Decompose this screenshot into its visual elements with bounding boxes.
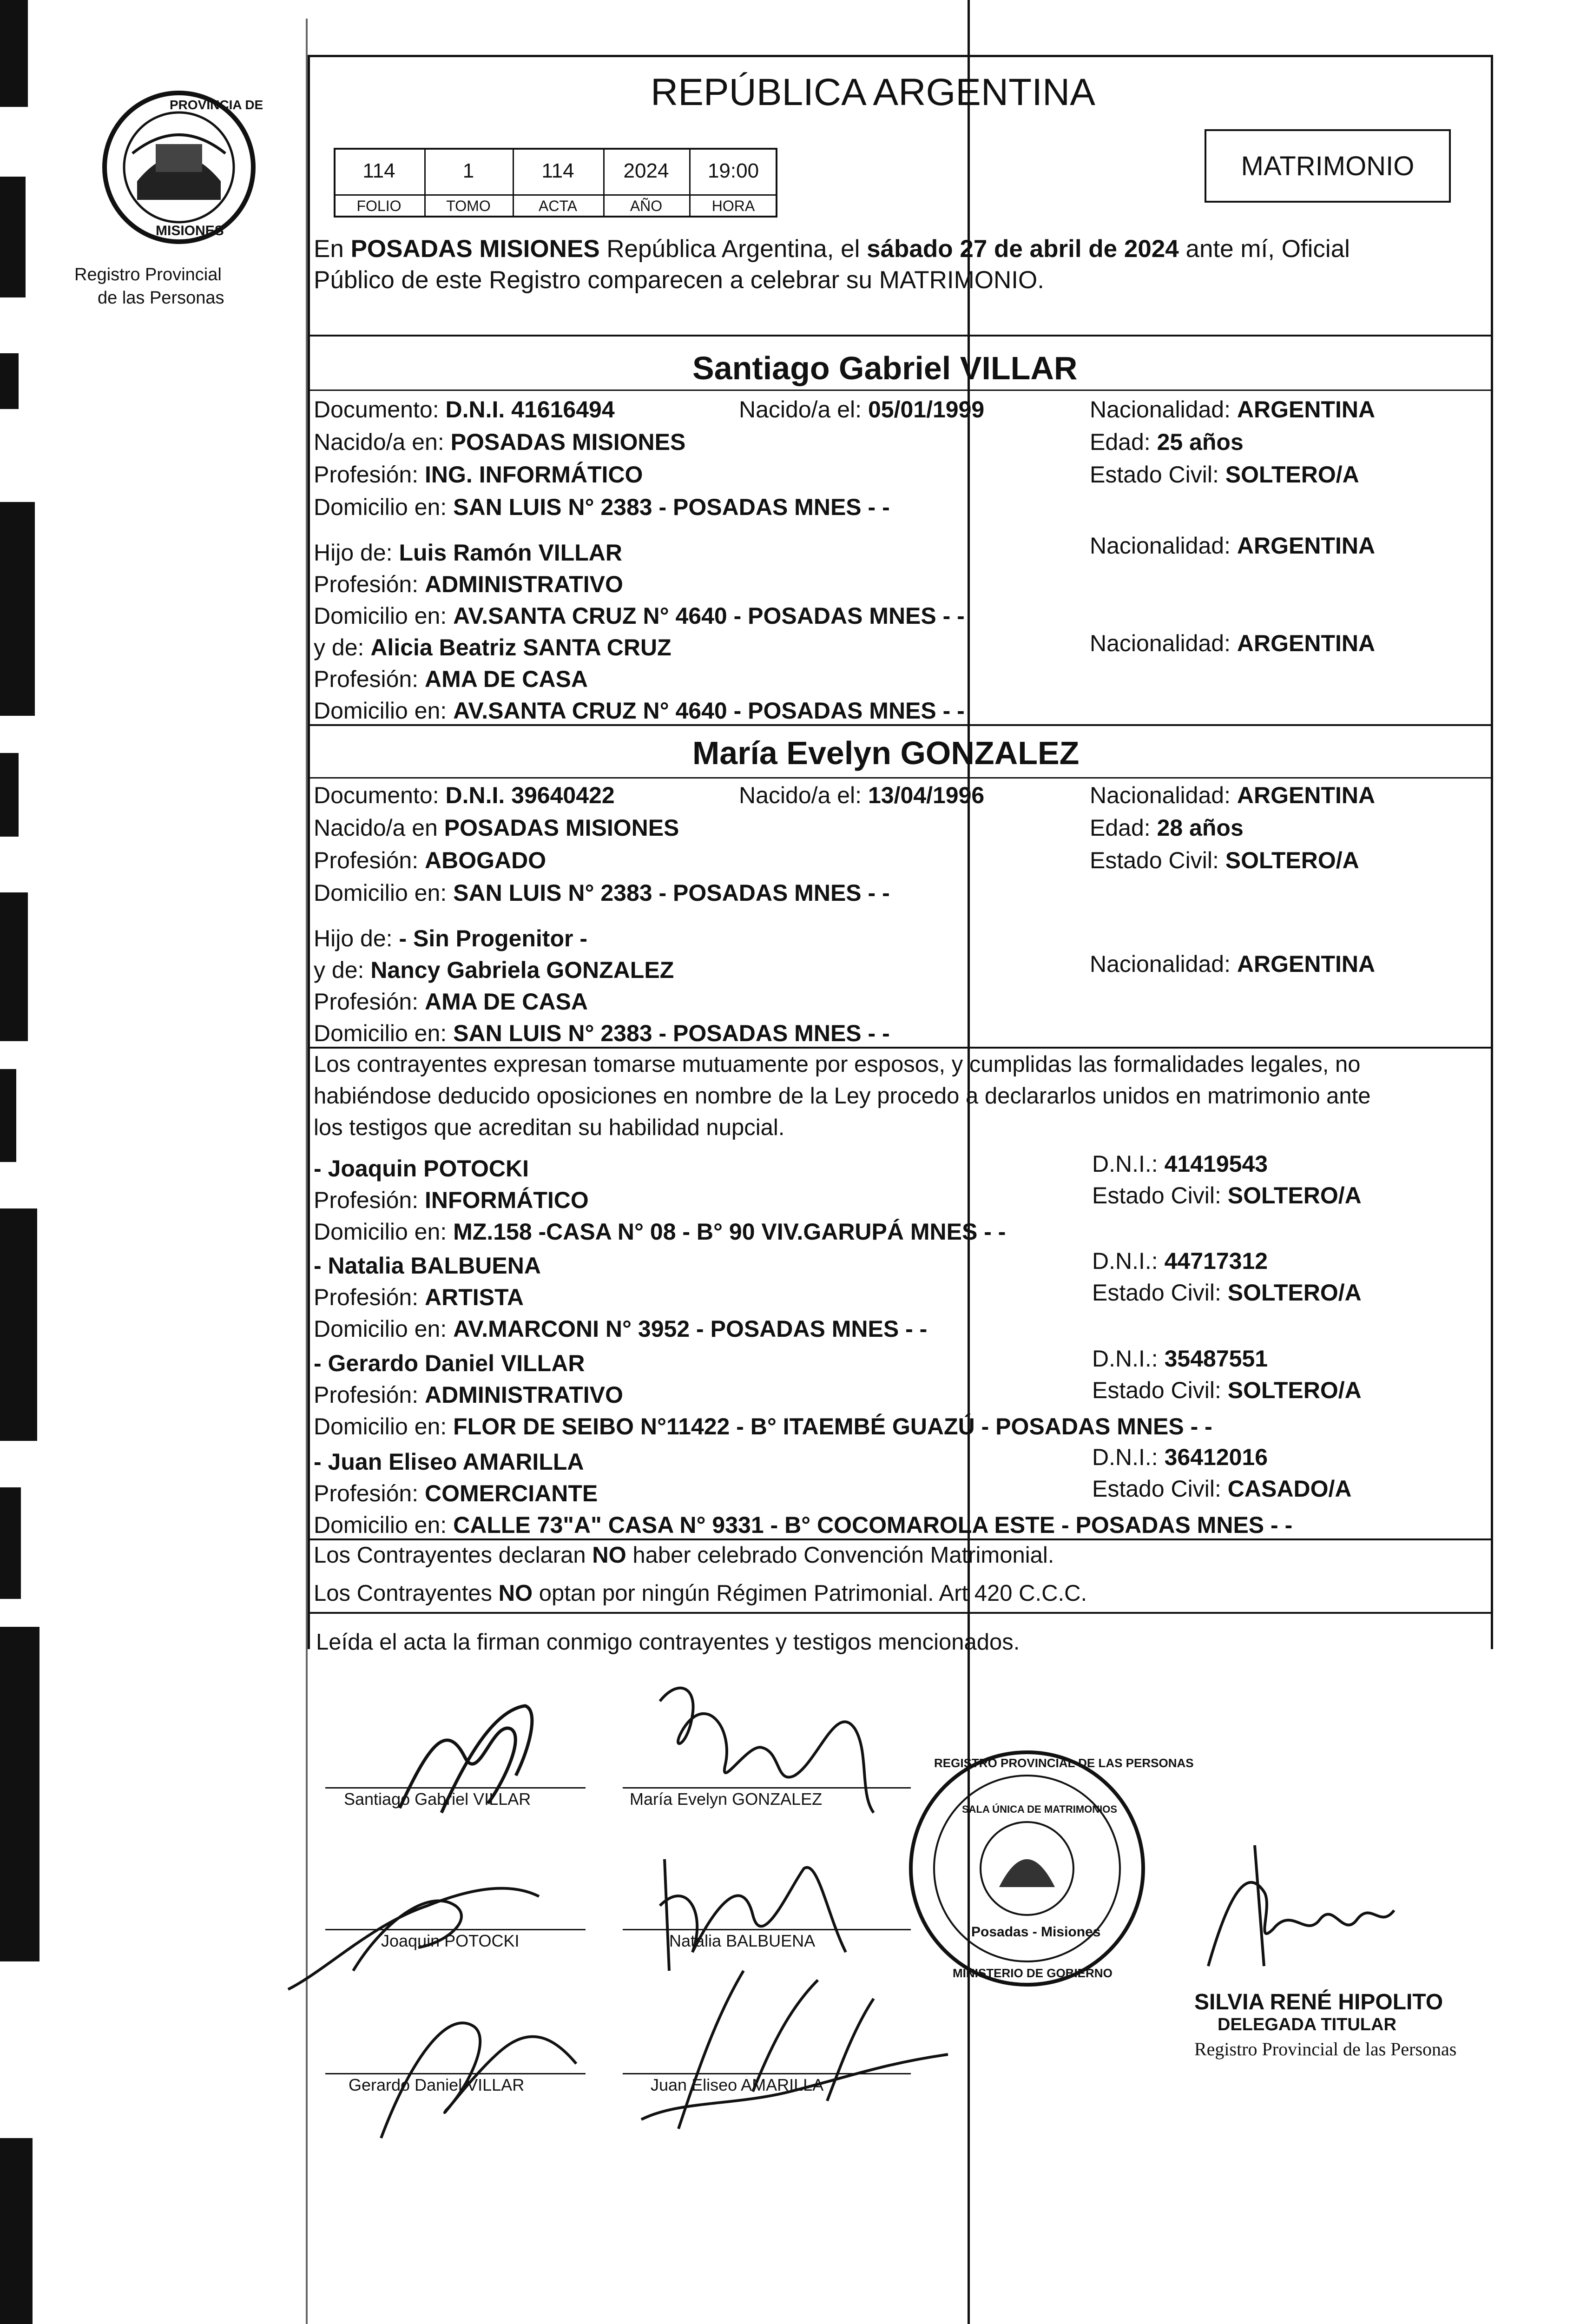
- signature-scribble: [1190, 1827, 1431, 1994]
- stamp-inner-text: SALA ÚNICA DE MATRIMONIOS: [962, 1803, 1118, 1815]
- field-value: 44717312: [1164, 1248, 1268, 1274]
- field-value: D.N.I. 39640422: [445, 782, 615, 808]
- field-label: Estado Civil:: [1092, 1280, 1221, 1306]
- field-label: D.N.I.:: [1092, 1346, 1158, 1372]
- spouse1-mother-prof: [314, 666, 588, 693]
- field-label: Nacionalidad:: [1090, 951, 1231, 977]
- field-value: 41419543: [1164, 1151, 1268, 1177]
- field-label: Documento:: [314, 396, 439, 423]
- field-label: D.N.I.:: [1092, 1444, 1158, 1470]
- spouse1-father-addr: [314, 602, 965, 629]
- field-label: Domicilio en:: [314, 880, 447, 906]
- emblem-top-text: PROVINCIA DE: [170, 98, 263, 112]
- witness-prof: [314, 1381, 623, 1408]
- scan-edge-mark: [0, 1627, 40, 1961]
- spouse1-mother: [314, 634, 672, 661]
- witness-prof: [314, 1284, 524, 1311]
- field-label: Domicilio en:: [314, 603, 447, 629]
- spouse1-place: [314, 429, 685, 456]
- field-value: INFORMÁTICO: [425, 1187, 589, 1213]
- field-value: 13/04/1996: [868, 782, 985, 808]
- divider: [308, 1538, 1493, 1540]
- frame-left: [308, 55, 310, 1649]
- divider: [308, 1612, 1493, 1614]
- field-value: SOLTERO/A: [1227, 1377, 1362, 1403]
- witness-civil: [1092, 1279, 1362, 1306]
- field-label: Estado Civil:: [1090, 462, 1219, 488]
- field-label: Estado Civil:: [1092, 1182, 1221, 1208]
- signature-label: Joaquin POTOCKI: [381, 1931, 520, 1950]
- field-label: D.N.I.:: [1092, 1248, 1158, 1274]
- field-label: Nacido/a el:: [739, 782, 862, 808]
- page-title: REPÚBLICA ARGENTINA: [651, 71, 1095, 113]
- acta-value: 114: [541, 159, 574, 182]
- hour-caption: HORA: [711, 197, 755, 214]
- tomo-caption: TOMO: [446, 197, 491, 214]
- signatures-intro: Leída el acta la firman conmigo contrayentes y testigos mencionados.: [316, 1630, 1020, 1655]
- record-table: [334, 148, 777, 218]
- spouse2-age: [1090, 814, 1244, 841]
- field-value: SOLTERO/A: [1225, 462, 1359, 488]
- field-value: 36412016: [1164, 1444, 1268, 1470]
- field-label: y de:: [314, 957, 364, 983]
- declaration-line1: Los contrayentes expresan tomarse mutuamente por esposos, y cumplidas las formalidades legales, no: [314, 1052, 1361, 1077]
- spouse1-civil: [1090, 461, 1359, 488]
- spouse2-doc: [314, 782, 615, 809]
- convention-text: Los Contrayentes: [314, 1581, 499, 1606]
- witness-prof: [314, 1187, 589, 1214]
- scan-edge-mark: [0, 1069, 16, 1162]
- emblem-bottom-text: MISIONES: [156, 223, 224, 238]
- declaration-line3: los testigos que acreditan su habilidad nupcial.: [314, 1115, 785, 1140]
- witness-civil: [1092, 1377, 1362, 1404]
- spouse2-addr: [314, 879, 890, 906]
- witness-dni: [1092, 1444, 1268, 1471]
- field-value: ADMINISTRATIVO: [425, 571, 623, 597]
- spouse1-name: Santiago Gabriel VILLAR: [692, 350, 1078, 386]
- spouse1-prof: [314, 461, 643, 488]
- convention-text: optan por ningún Régimen Patrimonial. Art 420 C.C.C.: [533, 1581, 1087, 1606]
- field-value: AV.SANTA CRUZ N° 4640 - POSADAS MNES - -: [453, 603, 965, 629]
- field-label: Domicilio en:: [314, 1219, 447, 1245]
- field-label: Hijo de:: [314, 540, 393, 566]
- field-value: ARTISTA: [425, 1284, 524, 1310]
- field-value: ARGENTINA: [1237, 782, 1376, 808]
- scan-edge-mark: [0, 1208, 37, 1441]
- field-value: FLOR DE SEIBO N°11422 - B° ITAEMBÉ GUAZÚ - POSADAS MNES - -: [453, 1413, 1212, 1439]
- field-value: SOLTERO/A: [1225, 847, 1359, 873]
- field-label: Nacido/a en: [314, 815, 438, 841]
- convention-text: Los Contrayentes declaran: [314, 1543, 592, 1568]
- field-label: Nacionalidad:: [1090, 782, 1231, 808]
- intro-line2: Público de este Registro comparecen a celebrar su MATRIMONIO.: [314, 266, 1044, 294]
- field-value: ARGENTINA: [1237, 396, 1376, 423]
- scan-edge-mark: [0, 502, 35, 716]
- convention-text: haber celebrado Convención Matrimonial.: [626, 1543, 1054, 1568]
- field-value: - Sin Progenitor -: [399, 925, 587, 951]
- field-label: Profesión:: [314, 847, 419, 873]
- spouse1-father: [314, 539, 622, 566]
- witness-addr: [314, 1413, 1212, 1440]
- official-org: Registro Provincial de las Personas: [1194, 2039, 1457, 2060]
- acta-caption: ACTA: [539, 197, 577, 214]
- field-label: Profesión:: [314, 571, 419, 597]
- spouse1-doc: [314, 396, 615, 423]
- field-label: y de:: [314, 634, 364, 660]
- spouse1-father-prof: [314, 571, 623, 598]
- field-value: SAN LUIS N° 2383 - POSADAS MNES - -: [453, 880, 890, 906]
- field-label: Profesión:: [314, 1187, 419, 1213]
- field-value: Nancy Gabriela GONZALEZ: [370, 957, 674, 983]
- registry-emblem: [100, 88, 263, 246]
- field-label: D.N.I.:: [1092, 1151, 1158, 1177]
- intro-place: POSADAS MISIONES: [350, 235, 600, 263]
- spouse1-age: [1090, 429, 1244, 456]
- divider: [308, 724, 1493, 726]
- field-value: AMA DE CASA: [425, 666, 588, 692]
- witness-addr: [314, 1218, 1006, 1245]
- scan-edge-mark: [0, 177, 26, 297]
- hour-value: 19:00: [707, 159, 759, 182]
- convention-line1: [314, 1542, 1054, 1568]
- tomo-value: 1: [462, 159, 474, 182]
- witness-name: - Joaquin POTOCKI: [314, 1155, 529, 1182]
- field-label: Domicilio en:: [314, 698, 447, 724]
- field-label: Nacido/a en:: [314, 429, 444, 455]
- signature-label: Natalia BALBUENA: [669, 1931, 816, 1950]
- signature-label: Gerardo Daniel VILLAR: [349, 2075, 525, 2094]
- witness-name: - Gerardo Daniel VILLAR: [314, 1350, 585, 1376]
- divider: [308, 390, 1493, 391]
- spouse1-father-nat: [1090, 532, 1375, 559]
- intro-text: ante mí, Oficial: [1178, 235, 1350, 263]
- field-label: Profesión:: [314, 1382, 419, 1408]
- field-label: Documento:: [314, 782, 439, 808]
- spouse1-addr: [314, 494, 890, 521]
- field-label: Nacionalidad:: [1090, 630, 1231, 656]
- convention-text: NO: [592, 1543, 626, 1568]
- field-value: ARGENTINA: [1237, 630, 1376, 656]
- field-value: AV.SANTA CRUZ N° 4640 - POSADAS MNES - -: [453, 698, 965, 724]
- signature-label: Santiago Gabriel VILLAR: [344, 1789, 531, 1809]
- spouse2-born: [739, 782, 984, 809]
- year-value: 2024: [623, 159, 669, 182]
- signature-scribble: [372, 1692, 567, 1831]
- frame-right: [1491, 55, 1493, 1649]
- record-type: MATRIMONIO: [1241, 151, 1415, 181]
- field-value: 35487551: [1164, 1346, 1268, 1372]
- field-label: Domicilio en:: [314, 1512, 447, 1538]
- spouse1-born: [739, 396, 984, 423]
- spouse2-prof: [314, 847, 546, 874]
- field-value: SAN LUIS N° 2383 - POSADAS MNES - -: [453, 1020, 890, 1046]
- scan-edge-mark: [0, 0, 28, 107]
- folio-value: 114: [362, 159, 395, 182]
- official-stamp: [906, 1748, 1194, 1989]
- spouse2-name: María Evelyn GONZALEZ: [692, 735, 1080, 771]
- field-label: Profesión:: [314, 1284, 419, 1310]
- spouse2-father: [314, 925, 587, 952]
- signature-label: María Evelyn GONZALEZ: [630, 1789, 823, 1809]
- frame-top: [308, 55, 1493, 57]
- witness-dni: [1092, 1150, 1268, 1177]
- witness-civil: [1092, 1475, 1351, 1502]
- field-value: ADMINISTRATIVO: [425, 1382, 623, 1408]
- spouse1-mother-nat: [1090, 630, 1375, 657]
- divider: [308, 335, 1493, 337]
- witness-name: - Juan Eliseo AMARILLA: [314, 1449, 584, 1475]
- spouse2-place: [314, 814, 679, 841]
- field-label: Profesión:: [314, 666, 419, 692]
- field-label: Nacido/a el:: [739, 396, 862, 423]
- folio-caption: FOLIO: [356, 197, 402, 214]
- field-value: POSADAS MISIONES: [450, 429, 686, 455]
- field-label: Profesión:: [314, 462, 419, 488]
- registry-label-line1: Registro Provincial: [74, 265, 222, 284]
- intro-date: sábado 27 de abril de 2024: [867, 235, 1179, 263]
- field-label: Domicilio en:: [314, 1413, 447, 1439]
- divider: [308, 1047, 1493, 1049]
- witness-prof: [314, 1480, 598, 1507]
- spouse1-mother-addr: [314, 697, 965, 724]
- signature-scribble: [353, 1971, 604, 2147]
- witness-dni: [1092, 1248, 1268, 1274]
- field-value: AMA DE CASA: [425, 989, 588, 1015]
- spouse2-mother-nat: [1090, 951, 1375, 977]
- spouse2-mother: [314, 957, 674, 984]
- convention-line2: [314, 1580, 1087, 1606]
- intro-line1: [314, 235, 1350, 263]
- field-value: CALLE 73"A" CASA N° 9331 - B° COCOMAROLA ESTE - POSADAS MNES - -: [453, 1512, 1293, 1538]
- spouse2-mother-prof: [314, 988, 588, 1015]
- scan-edge-mark: [0, 2138, 33, 2324]
- field-value: Alicia Beatriz SANTA CRUZ: [370, 634, 672, 660]
- field-label: Estado Civil:: [1092, 1377, 1221, 1403]
- field-label: Edad:: [1090, 815, 1151, 841]
- stamp-city-text: Posadas - Misiones: [971, 1924, 1101, 1940]
- signature-label: Juan Eliseo AMARILLA: [651, 2075, 824, 2094]
- field-value: D.N.I. 41616494: [445, 396, 615, 423]
- field-label: Profesión:: [314, 1480, 419, 1506]
- stamp-outer-text: REGISTRO PROVINCIAL DE LAS PERSONAS: [934, 1756, 1194, 1770]
- stamp-bottom-text: MINISTERIO DE GOBIERNO: [953, 1966, 1113, 1980]
- spouse1-nat: [1090, 396, 1375, 423]
- field-value: MZ.158 -CASA N° 08 - B° 90 VIV.GARUPÁ MNES - -: [453, 1219, 1006, 1245]
- field-label: Estado Civil:: [1090, 847, 1219, 873]
- intro-text: República Argentina, el: [599, 235, 867, 263]
- scan-edge-mark: [0, 892, 28, 1041]
- field-value: 05/01/1999: [868, 396, 985, 423]
- field-value: ARGENTINA: [1237, 533, 1376, 559]
- registry-label-line2: de las Personas: [98, 288, 224, 308]
- spouse2-mother-addr: [314, 1020, 890, 1047]
- declaration-line2: habiéndose deducido oposiciones en nombre de la Ley procedo a declararlos unidos en matrimonio ante: [314, 1083, 1371, 1109]
- field-label: Edad:: [1090, 429, 1151, 455]
- field-value: ABOGADO: [425, 847, 546, 873]
- field-value: SOLTERO/A: [1227, 1280, 1362, 1306]
- field-value: SAN LUIS N° 2383 - POSADAS MNES - -: [453, 494, 890, 520]
- field-label: Nacionalidad:: [1090, 533, 1231, 559]
- official-role: DELEGADA TITULAR: [1218, 2015, 1396, 2034]
- field-value: 28 años: [1157, 815, 1244, 841]
- spouse2-civil: [1090, 847, 1359, 874]
- witness-name: - Natalia BALBUENA: [314, 1253, 541, 1279]
- field-value: SOLTERO/A: [1227, 1182, 1362, 1208]
- record-type-box: [1205, 129, 1451, 203]
- witness-addr: [314, 1315, 927, 1342]
- field-value: COMERCIANTE: [425, 1480, 598, 1506]
- field-label: Nacionalidad:: [1090, 396, 1231, 423]
- field-label: Hijo de:: [314, 925, 393, 951]
- field-label: Domicilio en:: [314, 494, 447, 520]
- year-caption: AÑO: [630, 197, 663, 214]
- scan-edge-mark: [0, 1487, 21, 1599]
- witness-dni: [1092, 1345, 1268, 1372]
- divider: [308, 777, 1493, 779]
- field-value: ING. INFORMÁTICO: [425, 462, 643, 488]
- signature-scribble: [641, 1673, 902, 1831]
- field-label: Profesión:: [314, 989, 419, 1015]
- scan-edge-mark: [0, 353, 19, 409]
- field-label: Estado Civil:: [1092, 1476, 1221, 1502]
- witness-civil: [1092, 1182, 1362, 1209]
- field-label: Domicilio en:: [314, 1316, 447, 1342]
- convention-text: NO: [498, 1581, 533, 1606]
- intro-text: En: [314, 235, 351, 263]
- witness-addr: [314, 1512, 1292, 1538]
- field-value: Luis Ramón VILLAR: [399, 540, 623, 566]
- field-value: 25 años: [1157, 429, 1244, 455]
- field-value: AV.MARCONI N° 3952 - POSADAS MNES - -: [453, 1316, 928, 1342]
- field-value: POSADAS MISIONES: [444, 815, 679, 841]
- field-value: ARGENTINA: [1237, 951, 1376, 977]
- spouse2-nat: [1090, 782, 1375, 809]
- scan-edge-mark: [0, 753, 19, 837]
- field-label: Domicilio en:: [314, 1020, 447, 1046]
- field-value: CASADO/A: [1227, 1476, 1352, 1502]
- official-name: SILVIA RENÉ HIPOLITO: [1194, 1990, 1443, 2014]
